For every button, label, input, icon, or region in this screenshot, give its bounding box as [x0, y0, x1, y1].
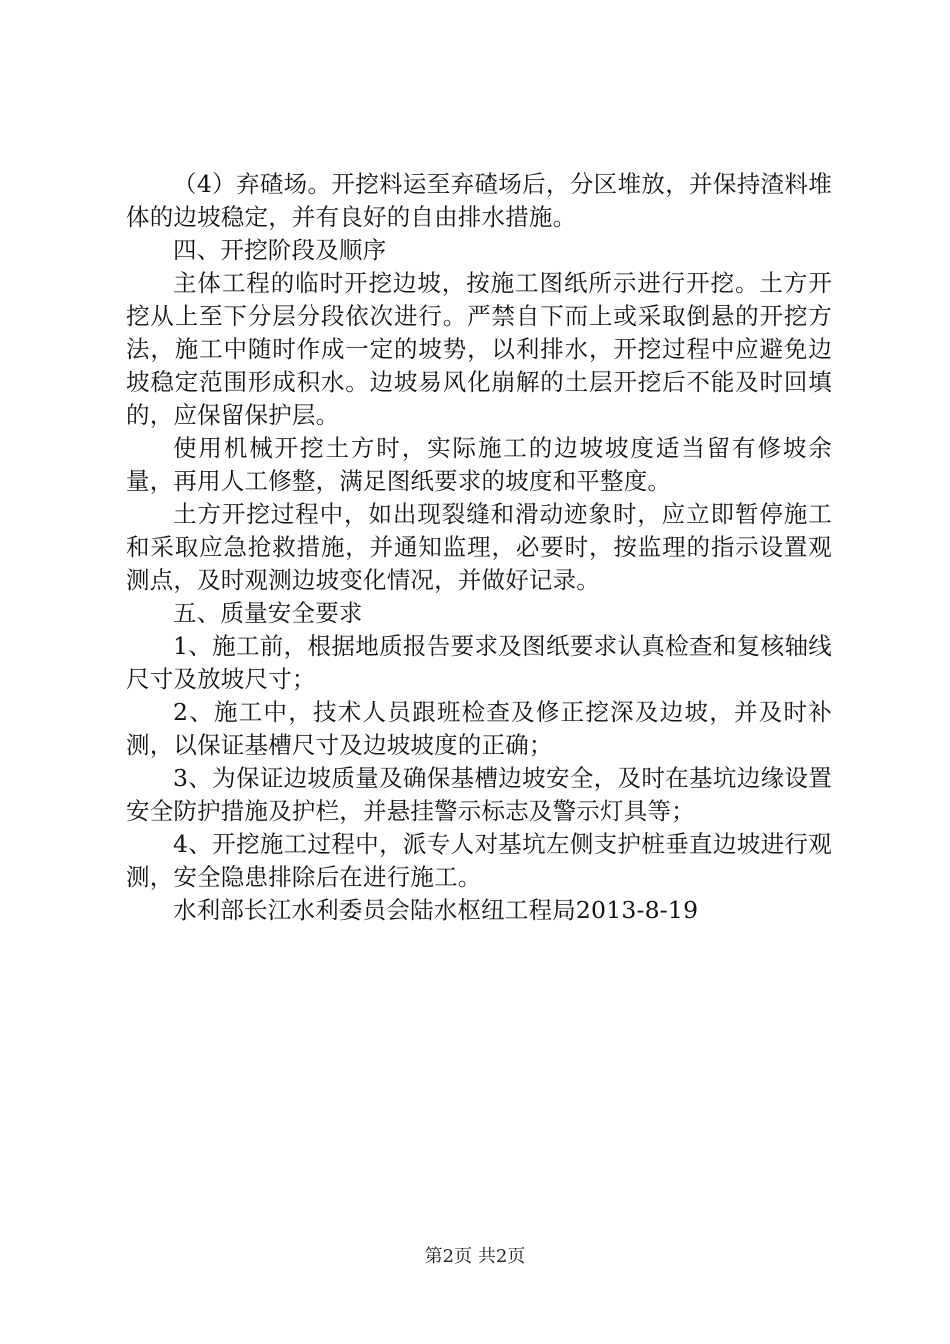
paragraph-excavation-method: 主体工程的临时开挖边坡，按施工图纸所示进行开挖。土方开挖从上至下分层分段依次进行。严禁自下而上或采取倒悬的开挖方法，施工中随时作成一定的坡势，以利排水，开挖过程中应避免边坡稳定范围形成积水。边坡易风化崩解的土层开挖后不能及时回填的，应保留保护层。: [126, 269, 832, 429]
signature-line: 水利部长江水利委员会陆水枢纽工程局2013-8-19: [173, 896, 699, 924]
paragraph-spoil-site: （4）弃碴场。开挖料运至弃碴场后，分区堆放，并保持渣料堆体的边坡稳定，并有良好的自由排水措施。: [126, 170, 832, 231]
list-item-1: 1、施工前，根据地质报告要求及图纸要求认真检查和复核轴线尺寸及放坡尺寸；: [126, 632, 832, 693]
paragraph-machine-excavation: 使用机械开挖土方时，实际施工的边坡坡度适当留有修坡余量，再用人工修整，满足图纸要求的坡度和平整度。: [126, 434, 832, 495]
page-number: 第2页 共2页: [424, 1246, 526, 1267]
list-item-3: 3、为保证边坡质量及确保基槽边坡安全，及时在基坑边缘设置安全防护措施及护栏，并悬挂警示标志及警示灯具等；: [126, 764, 832, 825]
heading-quality-safety: 五、质量安全要求: [173, 599, 363, 627]
heading-excavation-stages: 四、开挖阶段及顺序: [173, 236, 387, 264]
paragraph-emergency-measures: 土方开挖过程中，如出现裂缝和滑动迹象时，应立即暂停施工和采取应急抢救措施，并通知监理，必要时，按监理的指示设置观测点，及时观测边坡变化情况，并做好记录。: [126, 500, 832, 594]
list-item-2: 2、施工中，技术人员跟班检查及修正挖深及边坡，并及时补测，以保证基槽尺寸及边坡坡度的正确；: [126, 698, 832, 759]
document-body: [126, 168, 832, 927]
list-item-4: 4、开挖施工过程中，派专人对基坑左侧支护桩垂直边坡进行观测，安全隐患排除后在进行施工。: [126, 830, 832, 891]
